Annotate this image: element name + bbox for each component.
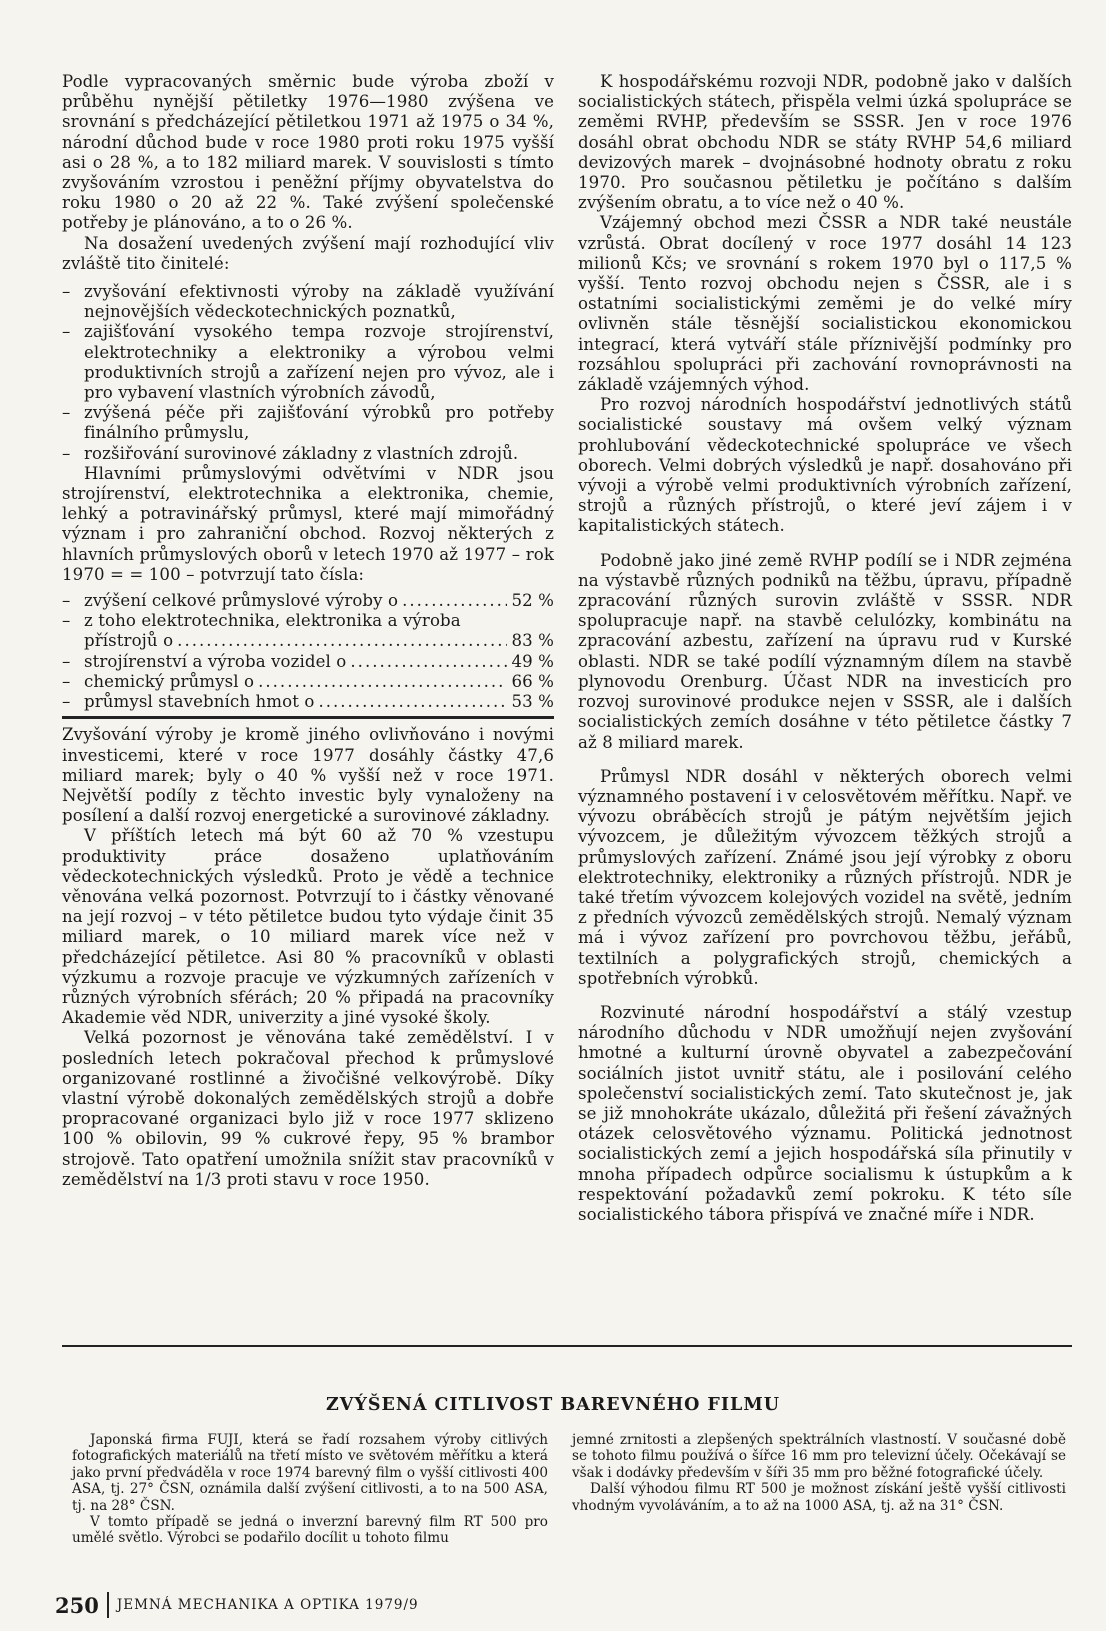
paragraph: Velká pozornost je věnována také zemědělství. I v posledních letech pokračoval přechod k průmyslové organizované rostlinné a živočišné velkovýrobě. Díky vlastní výrobě dokonalých zemědělských strojů a dobře propracované organizaci bylo již v roce 1977 sklizeno 100 % obilovin, 99 % cukrové řepy, 95 % brambor strojově. Tato opatření umožnila snížit stav pracovníků v zemědělství na 1/3 proti stavu v roce 1950. [62, 1028, 554, 1189]
stat-row [62, 652, 554, 672]
paragraph: V tomto případě se jedná o inverzní barevný film RT 500 pro umělé světlo. Výrobci se podařilo docílit u tohoto filmu [72, 1514, 548, 1547]
paragraph: Podobně jako jiné země RVHP podílí se i NDR zejména na výstavbě různých podniků na těžbu, úpravu, případně zpracování různých surovin zvláště v SSSR. NDR spolupracuje např. na stavbě celulózky, kombinátu na zpracování azbestu, zařízení na úpravu rud v Kurské oblasti. NDR se také podílí významným dílem na stavbě plynovodu Orenburg. Účast NDR na investicích pro rozvoj surovinové produkce nejen v SSSR, ale i dalších socialistických zemích dosáhne v této pětiletce částky 7 až 8 miliard marek. [578, 550, 1072, 752]
paragraph: Vzájemný obchod mezi ČSSR a NDR také neustále vzrůstá. Obrat docílený v roce 1977 dosáhl 14 123 milionů Kčs; ve srovnání s rokem 1970 byl o 117,5 % vyšší. Tento rozvoj obchodu nejen s ČSSR, ale i s ostatními socialistickými zeměmi je do velké míry ovlivněn stále těsnější socialistickou ekonomickou integrací, která vytváří stále příznivější podmínky pro rozsáhlou spolupráci při zachování rovnoprávnosti na základě vzájemných výhod. [578, 213, 1072, 395]
paragraph: Pro rozvoj národních hospodářství jednotlivých států socialistické soustavy má ovšem velký význam prohlubování vědeckotechnické spolupráce ve všech oborech. Velmi dobrých výsledků je např. dosahováno při vývoji a výrobě velmi produktivních výrobních zařízení, strojů a různých přístrojů, o které jeví zájem i v kapitalistických státech. [578, 395, 1072, 536]
paragraph: V příštích letech má být 60 až 70 % vzestupu produktivity práce dosaženo uplatňováním vědeckotechnických výsledků. Proto je vědě a technice věnována velká pozornost. Potvrzují to i částky věnované na její rozvoj – v této pětiletce budou tyto výdaje činit 35 miliard marek, o 10 miliard marek více než v předcházející pětiletce. Asi 80 % pracovníků v oblasti výzkumu a rozvoje pracuje ve výzkumných zařízeních v různých výrobních sférách; 20 % připadá na pracovníky Akademie věd NDR, univerzity a jiné vysoké školy. [62, 826, 554, 1028]
list-item: – zvyšování efektivnosti výroby na základě využívání nejnovějších vědeckotechnických poznatků, [62, 282, 554, 322]
stat-label: přístrojů o [84, 631, 174, 651]
stat-label: – strojírenství a výroba vozidel o [84, 651, 347, 671]
paragraph: jemné zrnitosti a zlepšených spektrálních vlastností. V současné době se tohoto filmu používá o šířce 16 mm pro televizní účely. Očekávají se však i dodávky především v šíři 35 mm pro běžné fotografické účely. [572, 1432, 1066, 1481]
stat-label: z toho elektrotechnika, elektronika a výroba [84, 611, 461, 631]
paragraph: Průmysl NDR dosáhl v některých oborech velmi významného postavení i v celosvětovém měřítku. Např. ve vývozu obráběcích strojů je pátým největším jejich vývozcem, je důležitým vývozcem těžkých strojů a průmyslových zařízení. Známé jsou její výrobky z oboru elektrotechniky, elektroniky a různých přístrojů. NDR je také třetím vývozcem kolejových vozidel na světě, jedním z předních vývozců zemědělských strojů. Nemalý význam má i vývoz zařízení pro povrchovou těžbu, jeřábů, textilních a polygrafických strojů, chemických a spotřebních výrobků. [578, 766, 1072, 988]
paragraph: Zvyšování výroby je kromě jiného ovlivňováno i novými investicemi, které v roce 1977 dosáhly částky 47,6 miliard marek; byly o 40 % vyšší než v roce 1971. Největší podíly z těchto investic byly vynaloženy na posílení a další rozvoj energetické a surovinové základny. [62, 725, 554, 826]
paragraph: Hlavními průmyslovými odvětvími v NDR jsou strojírenství, elektrotechnika a elektronika, chemie, lehký a potravinářský průmysl, které mají mimořádný význam i pro zahraniční obchod. Rozvoj některých z hlavních průmyslových oborů v letech 1970 až 1977 – rok 1970 = = 100 – potvrzují tato čísla: [62, 463, 554, 584]
journal-title: JEMNÁ MECHANIKA A OPTIKA 1979/9 [116, 1597, 419, 1613]
stat-row [62, 611, 554, 631]
leader-dots [318, 692, 507, 712]
divider [62, 716, 554, 719]
divider [107, 1592, 109, 1618]
stat-row [62, 672, 554, 692]
stat-label: – zvýšení celkové průmyslové výroby o [84, 591, 399, 611]
stat-label: – průmysl stavebních hmot o [84, 692, 315, 712]
section-divider [62, 1345, 1072, 1347]
page-number: 250 [55, 1592, 99, 1618]
stat-value: 53 % [511, 692, 554, 712]
paragraph: Rozvinuté národní hospodářství a stálý vzestup národního důchodu v NDR umožňují nejen zvyšování hmotné a kulturní úrovně obyvatel a zabezpečování sociálních jistot uvnitř státu, ale i posilování celého společenství socialistických zemí. Tato skutečnost je, jak se již mnohokráte ukázalo, důležitá při řešení závažných otázek celosvětového významu. Politická jednotnost socialistických zemí a jejich hospodářská síla přinutily v mnoha případech odpůrce socialismu k ústupkům a k respektování požadavků zemí pokroku. K této síle socialistického tábora přispívá ve značné míře i NDR. [578, 1002, 1072, 1224]
stats-list [62, 591, 554, 712]
stat-row [62, 692, 554, 712]
paragraph: Podle vypracovaných směrnic bude výroba zboží v průběhu nynější pětiletky 1976—1980 zvýšena ve srovnání s předcházející pětiletkou 1971 až 1975 o 34 %, národní důchod bude v roce 1980 proti roku 1975 vyšší asi o 28 %, a to 182 miliard marek. V souvislosti s tímto zvyšováním vzrostou i peněžní příjmy obyvatelstva do roku 1980 o 20 až 22 %. Také zvýšení společenské potřeby je plánováno, a to o 26 %. [62, 72, 554, 233]
paragraph: Japonská firma FUJI, která se řadí rozsahem výroby citlivých fotografických materiálů na třetí místo ve světovém měřítku a která jako první předváděla v roce 1974 barevný film o vyšší citlivosti 400 ASA, tj. 27° ČSN, oznámila další zvýšení citlivosti, a to na 500 ASA, tj. na 28° ČSN. [72, 1432, 548, 1514]
stat-row [62, 591, 554, 611]
paragraph: Na dosažení uvedených zvýšení mají rozhodující vliv zvláště tito činitelé: [62, 233, 554, 273]
stat-row-continuation [62, 631, 554, 651]
list-item: – zvýšená péče při zajišťování výrobků pro potřeby finálního průmyslu, [62, 403, 554, 443]
leader-dots [350, 652, 507, 672]
paragraph: Další výhodou filmu RT 500 je možnost získání ještě vyšší citlivosti vhodným vyvoláváním, a to až na 1000 ASA, tj. až na 31° ČSN. [572, 1481, 1066, 1514]
article-title: ZVÝŠENÁ CITLIVOST BAREVNÉHO FILMU [326, 1395, 780, 1415]
list-item: – rozšiřování surovinové základny z vlastních zdrojů. [62, 444, 554, 464]
list-item: – zajišťování vysokého tempa rozvoje strojírenství, elektrotechniky a elektroniky a výrobou velmi produktivních strojů a zařízení nejen pro vývoz, ale i pro vybavení vlastních výrobních závodů, [62, 322, 554, 403]
stat-value: 83 % [511, 631, 554, 651]
article-left-column [72, 1432, 548, 1547]
leader-dots [177, 631, 507, 651]
stat-label: – chemický průmysl o [84, 671, 255, 691]
article-right-column [572, 1432, 1066, 1514]
stat-value: 49 % [511, 651, 554, 671]
left-column [62, 72, 554, 1190]
factors-list [62, 282, 554, 464]
leader-dots [258, 672, 507, 692]
page-footer [55, 1592, 419, 1618]
stat-value: 66 % [511, 671, 554, 691]
paragraph: K hospodářskému rozvoji NDR, podobně jako v dalších socialistických státech, přispěla velmi úzká spolupráce se zeměmi RVHP, především se SSSR. Jen v roce 1976 dosáhl obrat obchodu NDR se státy RVHP 54,6 miliard devizových marek – dvojnásobné hodnoty obratu z roku 1970. Pro současnou pětiletku je počítáno s dalším zvýšením obratu, a to více než o 40 %. [578, 72, 1072, 213]
stat-value: 52 % [511, 591, 554, 611]
right-column [578, 72, 1072, 1225]
leader-dots [402, 591, 507, 611]
